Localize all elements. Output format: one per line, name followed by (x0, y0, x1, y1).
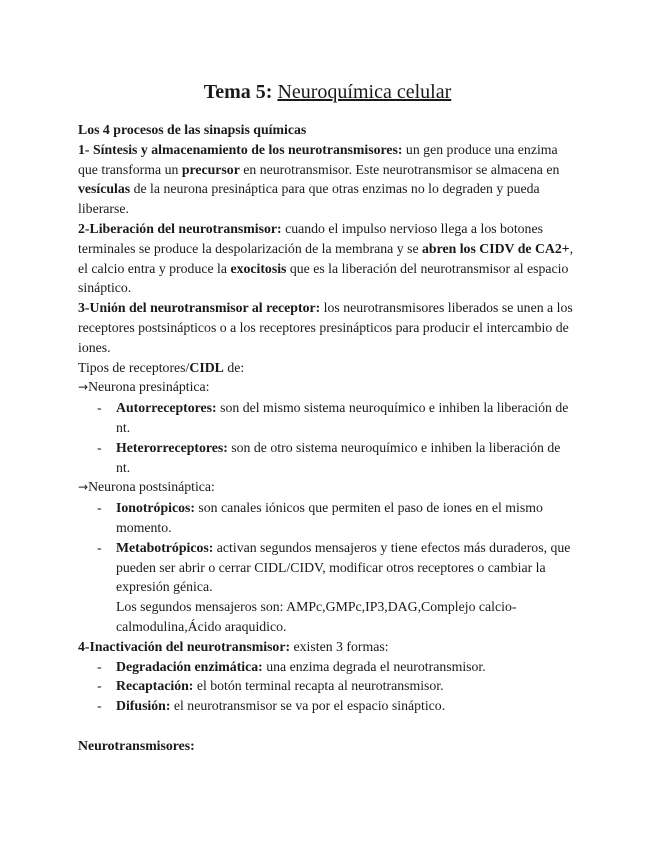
list-item (78, 438, 578, 478)
list-item-term: Difusión: (116, 698, 171, 714)
list-item (78, 498, 578, 538)
section-release-label: 2-Liberación del neurotransmisor: (78, 220, 282, 236)
paragraph-spacer (78, 716, 578, 736)
list-item-desc: una enzima degrada el neurotransmisor. (262, 658, 486, 674)
arrow-right-icon: → (78, 480, 89, 495)
list-item-term: Autorreceptores: (116, 400, 217, 416)
title-prefix: Tema 5: (203, 81, 278, 103)
list-item-desc: el botón terminal recapta al neurotransmisor. (193, 678, 444, 694)
presynaptic-list (78, 398, 578, 477)
title-topic: Neuroquímica celular (277, 81, 452, 103)
list-item (78, 398, 578, 438)
page-title (0, 80, 655, 104)
list-item (78, 696, 578, 716)
presynaptic-label: Neurona presináptica: (88, 379, 210, 395)
list-item-term: Heterorreceptores: (116, 439, 228, 455)
document-body (78, 120, 578, 756)
list-item (78, 538, 578, 637)
section-release-text-1: cuando el impulso nervioso llega a los botones terminales se produce la despolarización de la membrana y se (78, 220, 543, 256)
term-exocytosis: exocitosis (230, 260, 287, 276)
section-release-text-2: , el calcio entra y produce la (78, 240, 574, 276)
presynaptic-heading (78, 377, 578, 398)
list-item-desc: son canales iónicos que permiten el paso de iones en el mismo momento. (116, 500, 543, 535)
dash-bullet: - (97, 439, 102, 455)
receptor-types (78, 358, 578, 378)
term-cidl: CIDL (189, 359, 224, 375)
list-item-term: Metabotrópicos: (116, 539, 214, 555)
section-binding (78, 298, 578, 357)
section-synthesis-text-1: un gen produce una enzima que transforma un (78, 141, 558, 177)
list-item-term: Ionotrópicos: (116, 500, 195, 516)
dash-bullet: - (97, 678, 102, 694)
processes-heading (78, 120, 578, 140)
term-precursor: precursor (181, 161, 240, 177)
receptor-types-text-2: de: (223, 359, 245, 375)
list-item (78, 657, 578, 677)
section-release-text-3: que es la liberación del neurotransmisor al espacio sináptico. (78, 260, 569, 296)
term-cidv: abren los CIDV de CA2+ (422, 240, 570, 256)
processes-heading-text: Los 4 procesos de las sinapsis químicas (78, 122, 307, 137)
postsynaptic-list (78, 498, 578, 637)
receptor-types-text-1: Tipos de receptores/ (78, 359, 190, 375)
dash-bullet: - (97, 698, 102, 714)
list-item-term: Recaptación: (116, 678, 194, 694)
dash-bullet: - (97, 539, 102, 555)
section-synthesis (78, 140, 578, 219)
list-item-term: Degradación enzimática: (116, 658, 263, 674)
section-inactivation-label: 4-Inactivación del neurotransmisor: (78, 638, 291, 654)
list-item (78, 676, 578, 696)
section-binding-text: los neurotransmisores liberados se unen a los receptores postsinápticos o a los receptores presinápticos para producir el intercambio de iones. (78, 300, 573, 355)
dash-bullet: - (97, 400, 102, 416)
dash-bullet: - (97, 500, 102, 516)
section-synthesis-text-2: en neurotransmisor. Este neurotransmisor se almacena en (239, 161, 560, 177)
list-item-desc: son de otro sistema neuroquímico e inhiben la liberación de nt. (116, 439, 561, 475)
list-item-desc: son del mismo sistema neuroquímico e inhiben la liberación de nt. (116, 400, 569, 435)
neurotransmitters-heading (78, 736, 578, 756)
postsynaptic-heading (78, 477, 578, 498)
postsynaptic-label: Neurona postsináptica: (88, 479, 215, 495)
inactivation-list (78, 657, 578, 716)
section-binding-label: 3-Unión del neurotransmisor al receptor: (78, 300, 321, 316)
section-synthesis-label: 1- Síntesis y almacenamiento de los neurotransmisores: (78, 141, 403, 157)
dash-bullet: - (97, 658, 102, 674)
arrow-right-icon: → (78, 380, 89, 395)
list-item-desc: el neurotransmisor se va por el espacio sináptico. (170, 698, 446, 714)
section-release (78, 219, 578, 298)
section-inactivation-text: existen 3 formas: (290, 638, 389, 654)
neurotransmitters-heading-text: Neurotransmisores: (78, 737, 195, 753)
list-item-desc: activan segundos mensajeros y tiene efectos más duraderos, que pueden ser abrir o cerrar CIDL/CIDV, modificar otros receptores o cambiar la expresión génica. (116, 539, 571, 595)
term-vesicles: vesículas (78, 181, 131, 197)
section-synthesis-text-3: de la neurona presináptica para que otras enzimas no lo degraden y pueda liberarse. (78, 181, 540, 217)
section-inactivation (78, 637, 578, 657)
second-messengers-note: Los segundos mensajeros son: AMPc,GMPc,IP3,DAG,Complejo calcio-calmodulina,Ácido araquidico. (116, 599, 517, 634)
